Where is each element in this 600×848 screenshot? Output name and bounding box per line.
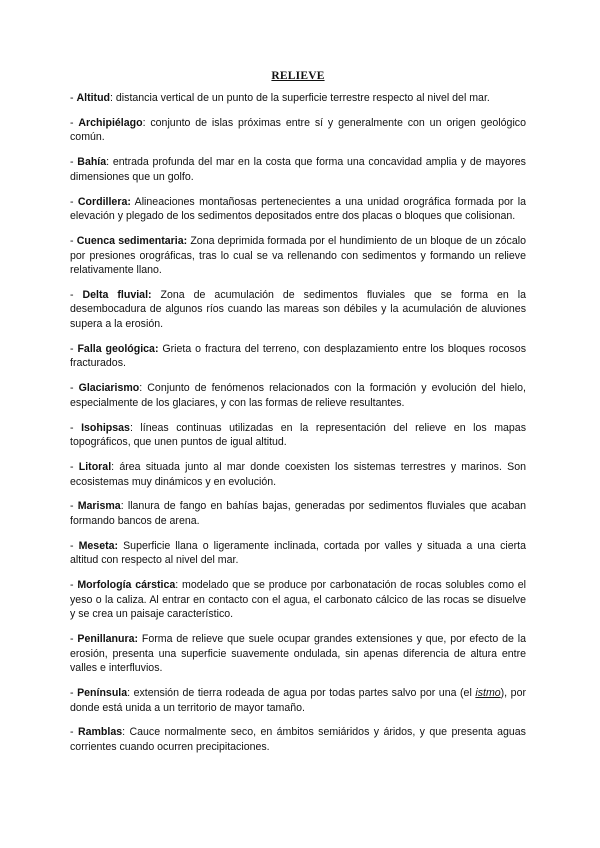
entry-dash: - xyxy=(70,234,77,247)
entry-delta-fluvial xyxy=(70,288,526,332)
entry-glaciarismo xyxy=(70,381,526,410)
entry-term: Marisma xyxy=(77,500,121,513)
entry-dash: - xyxy=(70,539,79,552)
entry-dash: - xyxy=(70,116,79,129)
entry-meseta xyxy=(70,539,526,568)
entry-term: Glaciarismo xyxy=(78,382,140,395)
entry-cuenca-sedimentaria xyxy=(70,234,526,278)
entry-bahia xyxy=(70,155,526,184)
entry-dash: - xyxy=(70,288,83,301)
entry-dash: - xyxy=(70,633,78,646)
entry-definition: Alineaciones montañosas pertenecientes a una unidad orográfica formada por la elevación y plegado de los sedimentos depositados entre dos placas o bloques que colisionan. xyxy=(70,195,526,223)
entry-definition: : líneas continuas utilizadas en la representación del relieve en los mapas topográficos, que unen puntos de igual altitud. xyxy=(70,421,526,449)
entry-dash: - xyxy=(70,156,78,169)
entry-peninsula xyxy=(70,686,526,715)
entry-dash: - xyxy=(70,382,79,395)
entry-ramblas xyxy=(70,725,526,754)
entry-dash: - xyxy=(70,500,78,513)
entry-term: Litoral xyxy=(78,460,112,473)
entry-definition: : área situada junto al mar donde coexisten los sistemas terrestres y marinos. Son ecosistemas muy dinámicos y en evolución. xyxy=(70,460,526,488)
entry-definition: Zona deprimida formada por el hundimiento de un bloque de un zócalo por presiones orográficas, tras lo cual se va rellenando con sedimentos y formando un relieve relativamente llano. xyxy=(70,234,526,277)
entry-term: Cordillera: xyxy=(77,195,131,208)
entry-altitud xyxy=(70,91,526,106)
entry-definition-continued: ), por donde está unida a un territorio de mayor tamaño. xyxy=(70,687,526,714)
entry-definition: : extensión de tierra rodeada de agua por todas partes salvo por una (el xyxy=(127,687,476,700)
entry-dash: - xyxy=(70,579,78,592)
entry-definition: : Cauce normalmente seco, en ámbitos semiáridos y áridos, y que presenta aguas corrientes cuando ocurren precipitaciones. xyxy=(70,726,526,753)
entry-term: Morfología cárstica xyxy=(77,579,176,592)
entry-definition: : distancia vertical de un punto de la superficie terrestre respecto al nivel del mar. xyxy=(110,92,490,104)
entry-definition: Grieta o fractura del terreno, con desplazamiento entre los bloques rocosos fracturados. xyxy=(70,342,526,370)
entry-definition: : Conjunto de fenómenos relacionados con la formación y evolución del hielo, especialmente de los glaciares, y con las formas de relieve resultantes. xyxy=(70,382,526,409)
entry-dash: - xyxy=(70,460,79,473)
entry-definition: : modelado que se produce por carbonatación de rocas solubles como el yeso o la caliza. Al entrar en contacto con el agua, el carbonato cálcico de las rocas se disuelve y se crea un paisaje característico. xyxy=(70,579,526,621)
page-title: RELIEVE xyxy=(271,70,325,82)
entry-litoral xyxy=(70,460,526,489)
istmo-term: istmo xyxy=(475,687,501,700)
entry-term: Delta fluvial: xyxy=(82,288,152,301)
entry-term: Penillanura: xyxy=(77,633,139,646)
entry-morfologia-carstica xyxy=(70,578,526,622)
entry-dash: - xyxy=(70,421,82,434)
entry-dash: - xyxy=(70,92,77,104)
entry-falla-geologica xyxy=(70,342,526,371)
entry-cordillera xyxy=(70,195,526,224)
entry-dash: - xyxy=(70,195,78,208)
entry-definition: Forma de relieve que suele ocupar grandes extensiones y que, por efecto de la erosión, presenta una superficie suavemente ondulada, sin apenas diferencia de altura entre valles e interfluvios. xyxy=(70,633,526,675)
entry-term: Ramblas xyxy=(77,726,123,739)
entry-definition: : llanura de fango en bahías bajas, generadas por sedimentos fluviales que acaban formando bancos de arena. xyxy=(70,500,526,527)
entry-marisma xyxy=(70,499,526,528)
entry-isohipsas xyxy=(70,421,526,450)
entry-definition: Superficie llana o ligeramente inclinada, cortada por valles y situada a una cierta altitud con respecto al nivel del mar. xyxy=(70,539,526,567)
entry-term: Cuenca sedimentaria: xyxy=(76,234,188,247)
entry-term: Meseta: xyxy=(78,539,119,552)
entry-term: Falla geológica: xyxy=(77,342,159,355)
entry-definition: : entrada profunda del mar en la costa que forma una concavidad amplia y de mayores dimensiones que un golfo. xyxy=(70,156,526,183)
entry-term: Península xyxy=(77,687,128,700)
entry-term: Bahía xyxy=(77,156,107,169)
entry-dash: - xyxy=(70,726,78,739)
entry-penillanura xyxy=(70,632,526,676)
entry-archipielago xyxy=(70,116,526,145)
entry-term: Isohipsas xyxy=(81,421,130,434)
entry-dash: - xyxy=(70,687,78,700)
entry-definition: : conjunto de islas próximas entre sí y generalmente con un origen geológico común. xyxy=(70,116,526,144)
entry-definition: Zona de acumulación de sedimentos fluviales que se forma en la desembocadura de algunos ríos cuando las mareas son débiles y la acumulación de aluviones supera a la erosión. xyxy=(70,288,526,331)
document-page xyxy=(70,70,526,765)
entry-term: Archipiélago xyxy=(78,116,143,129)
entry-dash: - xyxy=(70,342,78,355)
entry-term: Altitud xyxy=(76,92,111,104)
